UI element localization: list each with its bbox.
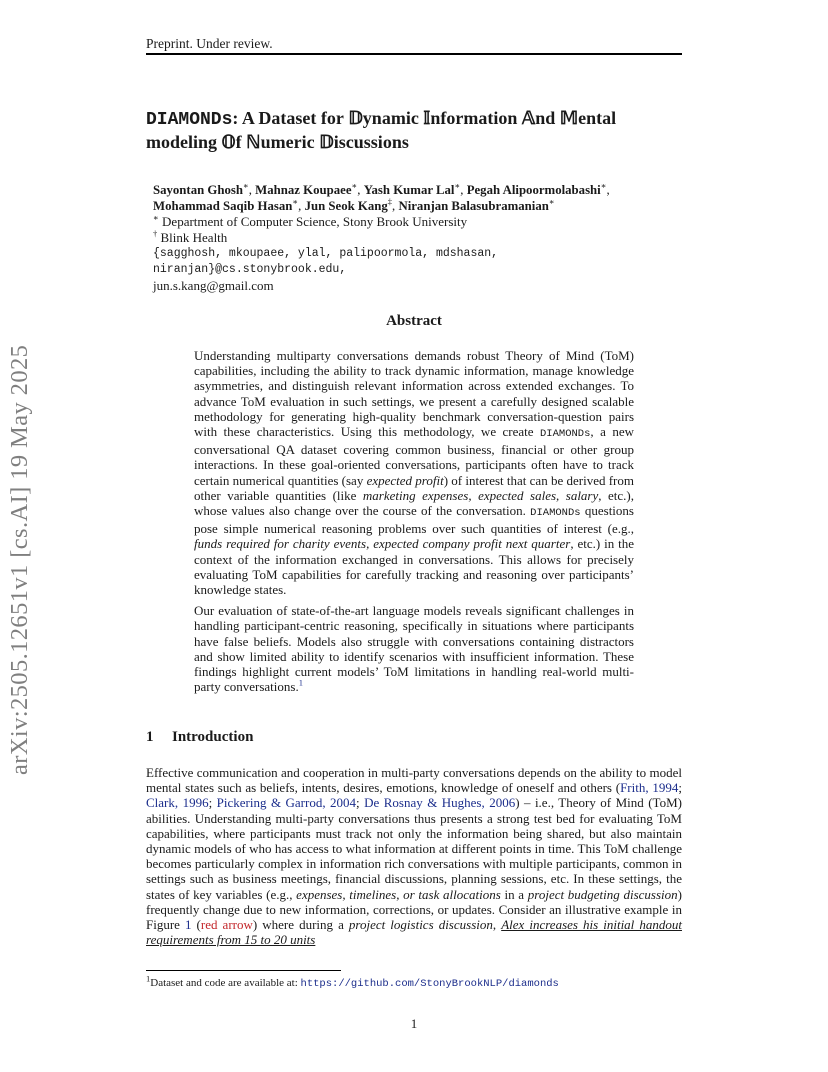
body-italic: expenses, timelines, or task allocations xyxy=(296,886,501,902)
abstract-text: , etc.) in the context of the information exchanged in conversations. This allows for precisely evaluating ToM capabilities for carefully tracking and reasoning over participants’ knowledge states. xyxy=(194,536,635,598)
affiliation-mark: † xyxy=(153,228,158,239)
body-text: ; xyxy=(678,780,682,796)
abstract-italic: expected profit xyxy=(366,472,444,488)
footnote-ref-link[interactable]: 1 xyxy=(298,677,303,688)
section-heading xyxy=(146,729,253,746)
author-line-1: Sayontan Ghosh∗, Mahnaz Koupaee∗, Yash Kumar Lal∗, Pegah Alipoormolabashi∗, xyxy=(153,180,610,197)
abstract-text: Understanding multiparty conversations demands robust Theory of Mind (ToM) capabilities, including the ability to track dynamic information, manage knowledge asymmetries, and distinguish relevant information across extended exchanges. To advance ToM evaluation in such settings, we present a carefully designed scalable methodology for generating high-quality benchmark conversation-question pairs with these characteristics. Using this methodology, we create xyxy=(194,348,634,440)
body-text: ( xyxy=(191,917,201,933)
dataset-name: DIAMONDs xyxy=(540,428,591,441)
affiliation-text: Department of Computer Science, Stony Brook University xyxy=(162,214,468,229)
affiliation-text: Blink Health xyxy=(160,230,228,245)
title-line-1: : A Dataset for 𝔻ynamic 𝕀nformation 𝔸nd 𝕄ental xyxy=(232,108,617,128)
author-name: Pegah Alipoormolabashi xyxy=(466,183,601,197)
body-text: in a xyxy=(500,886,528,902)
body-italic: project logistics discussion xyxy=(348,917,493,933)
abstract-heading: Abstract xyxy=(386,313,442,329)
body-italic: project budgeting discussion xyxy=(527,886,678,902)
abstract-italic: funds required for charity events, expected company profit next quarter xyxy=(194,536,571,552)
page-number: 1 xyxy=(410,1016,418,1031)
citation-link[interactable]: Frith, 1994 xyxy=(620,780,679,796)
paper-title xyxy=(146,107,691,153)
citation-link[interactable]: De Rosnay & Hughes, 2006 xyxy=(364,795,516,811)
footnote xyxy=(146,973,559,990)
author-mark: ∗ xyxy=(242,180,249,191)
author-mark: ∗ xyxy=(600,180,607,191)
abstract-text: Our evaluation of state-of-the-art language models reveals significant challenges in handling participant-centric reasoning, specifically in situations where participants have false beliefs. Models also struggle with conversations containing distractors and show limited ability to identify scenarios with insufficient information. These findings highlight current models’ ToM limitations in handling real-world multi-party conversations. xyxy=(194,603,634,695)
citation-link[interactable]: Clark, 1996 xyxy=(146,795,209,811)
figure-ref-link[interactable]: 1 xyxy=(185,917,192,933)
running-header: Preprint. Under review. xyxy=(146,36,273,51)
affiliation-1 xyxy=(153,214,693,230)
intro-paragraph xyxy=(146,765,682,947)
body-text: ) where during a xyxy=(252,917,349,933)
title-system-name: DIAMONDs xyxy=(146,110,233,130)
author-name: Yash Kumar Lal xyxy=(363,183,455,197)
title-line-2: modeling 𝕆f ℕumeric 𝔻iscussions xyxy=(146,132,409,152)
arxiv-identifier: arXiv:2505.12651v1 [cs.AI] 19 May 2025 xyxy=(6,344,33,775)
author-mark: ∗ xyxy=(351,180,358,191)
author-mark: ∗ xyxy=(292,196,299,207)
author-mark: ‡ xyxy=(387,196,393,207)
header-rule xyxy=(146,53,682,55)
abstract-text: questions pose simple numerical reasoning problems over such quantities of interest (e.g., xyxy=(194,503,634,537)
body-text: ) – i.e., Theory of Mind (ToM) abilities. Understanding multi-party conversations thus presents a strong test bed for evaluating ToM capabilities, where participants must track not only the information being shared, but also maintain dynamic models of who has access to what information at different points in time. This ToM challenge becomes particularly complex in information rich conversations with multiple participants, common in settings such as business meetings, financial discussions, planning sessions, etc. In these settings, the states of key variables (e.g., xyxy=(146,795,682,902)
author-name: Jun Seok Kang xyxy=(304,199,388,213)
affiliation-mark: ∗ xyxy=(153,212,159,223)
body-text: Effective communication and cooperation in multi-party conversations depends on the ability to model mental states such as beliefs, intents, desires, emotions, knowledge of oneself and others ( xyxy=(146,765,682,796)
footnote-mark: 1 xyxy=(146,973,151,984)
author-name: Mahnaz Koupaee xyxy=(255,183,352,197)
author-emails: {sagghosh, mkoupaee, ylal, palipoormola, mdshasan, niranjan}@cs.stonybrook.edu, xyxy=(153,247,499,276)
body-text: ; xyxy=(356,795,365,811)
author-name: Mohammad Saqib Hasan xyxy=(153,199,293,213)
footnote-url-link[interactable]: https://github.com/StonyBrookNLP/diamonds xyxy=(300,978,559,990)
dataset-name: DIAMONDs xyxy=(530,507,581,520)
author-mark: ∗ xyxy=(454,180,461,191)
body-text: ) frequently change due to new information, corrections, or updates. Consider an illustrative example in Figure xyxy=(146,886,682,933)
footnote-rule xyxy=(146,970,341,971)
section-title: Introduction xyxy=(172,729,254,745)
author-mark: ∗ xyxy=(548,196,555,207)
author-block xyxy=(153,182,693,294)
body-text: ; xyxy=(208,795,217,811)
author-name: Niranjan Balasubramanian xyxy=(398,199,549,213)
abstract-paragraph-1 xyxy=(194,348,634,597)
body-text: , xyxy=(492,917,502,933)
red-arrow-ref: red arrow xyxy=(200,917,253,933)
author-name: Sayontan Ghosh xyxy=(153,183,243,197)
abstract-italic: marketing expenses, expected sales, salary xyxy=(362,487,599,503)
citation-link[interactable]: Pickering & Garrod, 2004 xyxy=(216,795,357,811)
affiliation-2 xyxy=(153,230,693,246)
abstract-body xyxy=(194,348,634,700)
abstract-text: , a new conversational QA dataset covering common business, financial or other group interactions. In these goal-oriented conversations, participants often have to track certain numerical quantities (say xyxy=(194,424,634,488)
author-line-2: Mohammad Saqib Hasan∗, Jun Seok Kang‡, Niranjan Balasubramanian∗ xyxy=(153,196,555,213)
abstract-paragraph-2 xyxy=(194,603,634,694)
section-number: 1 xyxy=(146,729,154,745)
author-email-2: jun.s.kang@gmail.com xyxy=(153,278,274,293)
abstract-text: , etc.), whose values also change over the course of the conversation. xyxy=(194,487,634,519)
body-underlined-example: Alex increases his initial handout requirements from 15 to 20 units xyxy=(146,917,682,948)
abstract-text: ) of interest that can be derived from other variable quantities (like xyxy=(194,472,634,503)
footnote-text: Dataset and code are available at: xyxy=(150,977,301,989)
